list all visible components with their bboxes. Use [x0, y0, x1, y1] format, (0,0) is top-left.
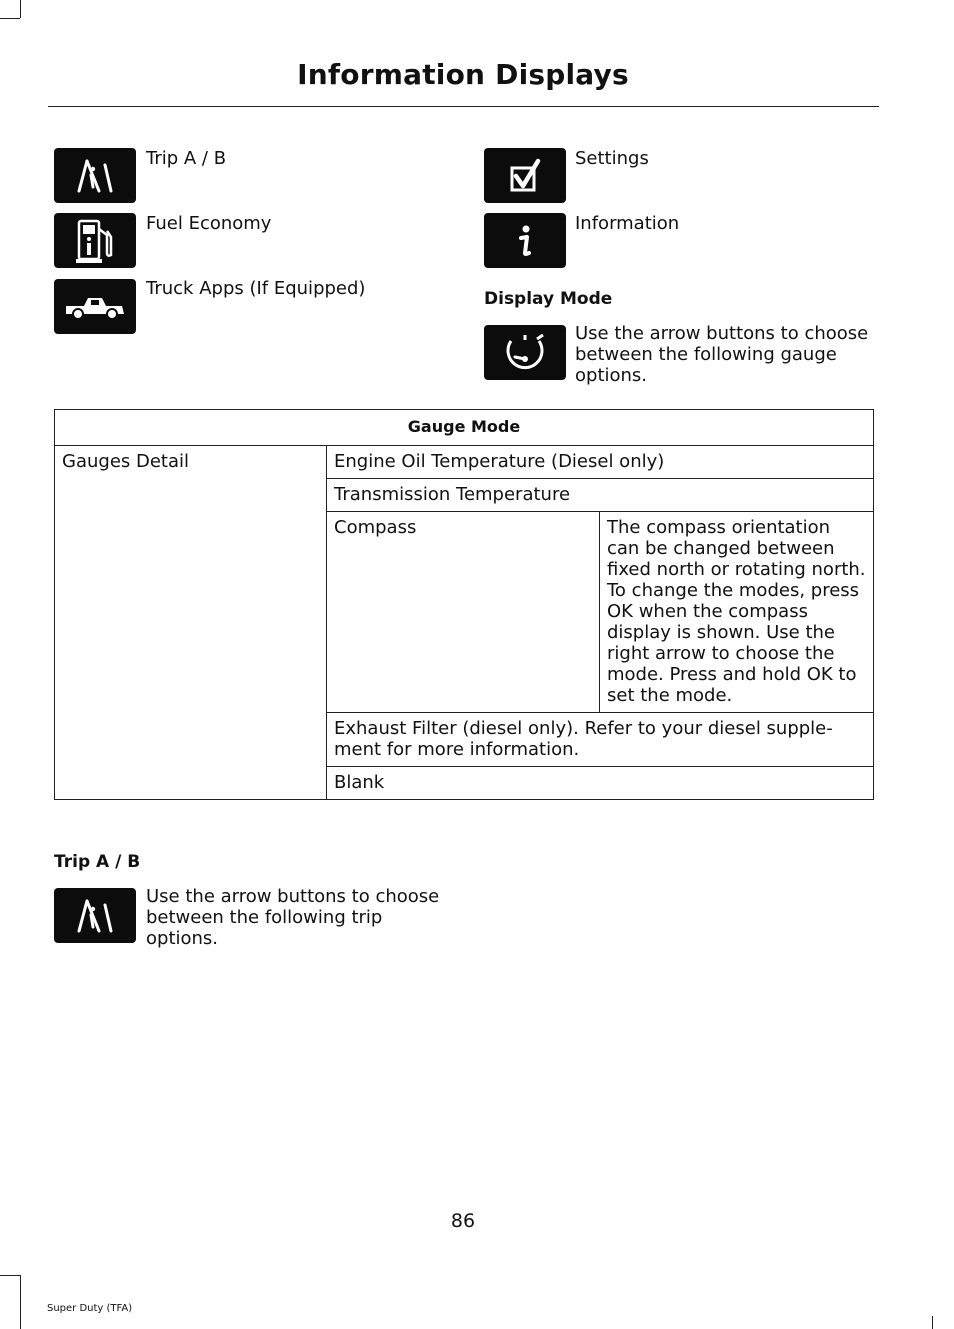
- truck-icon: [54, 279, 136, 334]
- menu-item-truck-apps: Truck Apps (If Equipped): [146, 278, 366, 299]
- table-row: [55, 446, 874, 479]
- table-cell: Exhaust Filter (diesel only). Refer to your diesel supple-ment for more information.: [327, 713, 874, 767]
- trip-road-icon: [54, 888, 136, 943]
- display-mode-heading: Display Mode: [484, 289, 613, 309]
- page-number: 86: [450, 1210, 476, 1232]
- crop-mark: [20, 0, 21, 18]
- information-icon: [484, 213, 566, 268]
- table-group-cell: Gauges Detail: [55, 446, 327, 800]
- table-cell: Engine Oil Temperature (Diesel only): [327, 446, 874, 479]
- menu-item-fuel-economy: Fuel Economy: [146, 213, 272, 234]
- page-title: Information Displays: [297, 58, 629, 91]
- crop-mark: [20, 1275, 21, 1329]
- crop-mark: [0, 1275, 20, 1276]
- gauge-icon: [484, 325, 566, 380]
- table-header: Gauge Mode: [55, 410, 874, 446]
- footer-model: Super Duty (TFA): [47, 1303, 133, 1314]
- table-cell: Transmission Temperature: [327, 479, 874, 512]
- display-mode-text: Use the arrow buttons to choose between the following gauge options.: [575, 323, 869, 386]
- fuel-pump-info-icon: [54, 213, 136, 268]
- gauge-mode-table: [54, 409, 874, 800]
- crop-mark: [932, 1316, 933, 1329]
- settings-checkbox-icon: [484, 148, 566, 203]
- header-divider: [48, 106, 879, 107]
- table-cell-note: The compass orientation can be changed between fixed north or rotating north. To change the modes, press OK when the compass display is shown. Use the right arrow to choose the mode. Press and hold OK to set the mode.: [600, 512, 874, 713]
- crop-mark: [0, 18, 20, 19]
- menu-item-settings: Settings: [575, 148, 649, 169]
- table-cell: Blank: [327, 767, 874, 800]
- trip-heading: Trip A / B: [54, 852, 141, 872]
- trip-road-icon: [54, 148, 136, 203]
- menu-item-information: Information: [575, 213, 680, 234]
- menu-item-trip: Trip A / B: [146, 148, 227, 169]
- trip-text: Use the arrow buttons to choose between the following trip options.: [146, 886, 440, 949]
- table-cell: Compass: [327, 512, 600, 713]
